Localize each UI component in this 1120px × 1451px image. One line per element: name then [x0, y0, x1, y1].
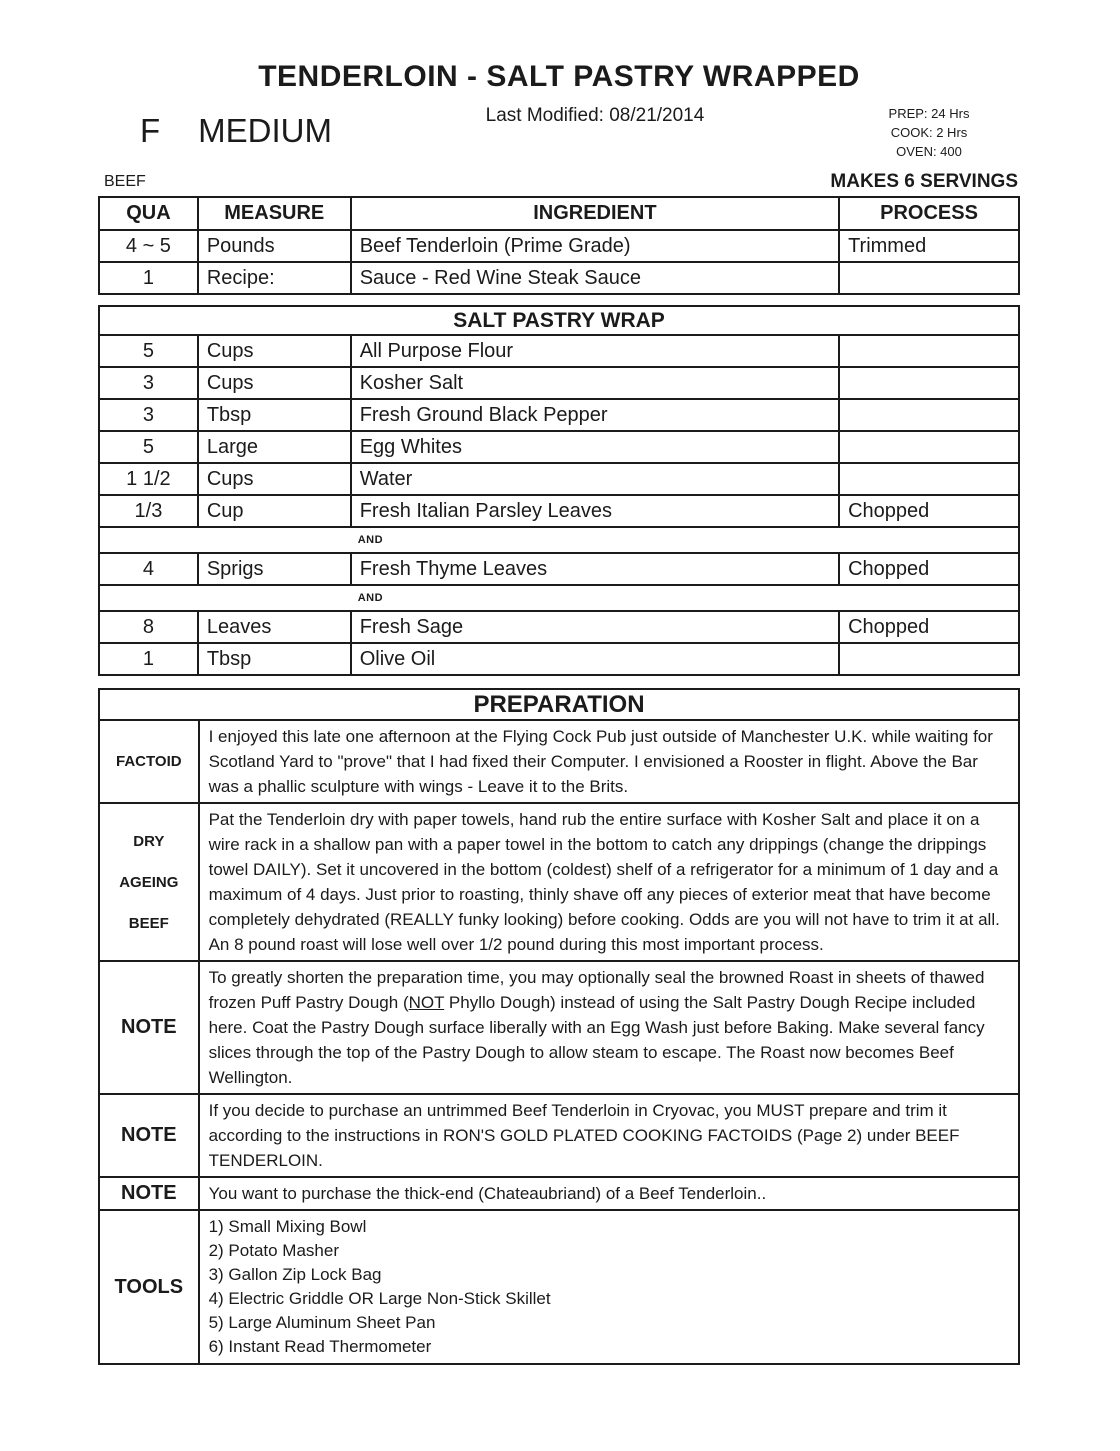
note-row: [100, 960, 1018, 1093]
table-row: [100, 398, 1018, 430]
header-cell-process: PROCESS: [838, 198, 1018, 229]
grade-row: [140, 112, 332, 150]
cell-qua: 8: [142, 615, 154, 638]
cell-qua: 1/3: [134, 499, 163, 522]
row-label: TOOLS: [100, 1211, 200, 1363]
cell-qua: 4 ~ 5: [125, 234, 171, 257]
row-text: You want to purchase the thick-end (Chateaubriand) of a Beef Tenderloin..: [208, 1184, 767, 1203]
cell-qua: 5: [142, 435, 154, 458]
header-cell-qua: QUA: [126, 202, 171, 224]
tool-line: 2) Potato Masher: [208, 1241, 339, 1260]
cell-ingredient: Fresh Italian Parsley Leaves: [350, 496, 838, 526]
table-row: [100, 261, 1018, 293]
cell-qua: 3: [142, 371, 154, 394]
oven-temp: OVEN: 400: [896, 144, 962, 159]
factoid-row: [100, 721, 1018, 802]
cell-process: [838, 263, 1018, 293]
cell-measure: Recipe:: [197, 263, 350, 293]
row-text: [200, 962, 1018, 1093]
table-row: [100, 494, 1018, 526]
tool-line: 6) Instant Read Thermometer: [208, 1337, 432, 1356]
dry-ageing-row: [100, 802, 1018, 960]
cell-ingredient: Egg Whites: [350, 432, 838, 462]
cell-ingredient: Sauce - Red Wine Steak Sauce: [350, 263, 838, 293]
table-row: [100, 462, 1018, 494]
cell-ingredient: Beef Tenderloin (Prime Grade): [350, 231, 838, 261]
recipe-sheet: [98, 0, 1020, 1365]
cell-measure: Cups: [197, 368, 350, 398]
cell-process: [838, 368, 1018, 398]
cell-measure: Tbsp: [197, 400, 350, 430]
cell-qua: 1 1/2: [126, 467, 171, 490]
table-header-row: [100, 198, 1018, 229]
connector-row: AND: [357, 592, 384, 604]
cell-measure: Pounds: [197, 231, 350, 261]
cell-measure: Sprigs: [197, 554, 350, 584]
cell-measure: Leaves: [197, 612, 350, 642]
cell-measure: Cups: [197, 464, 350, 494]
row-label: FACTOID: [100, 721, 200, 802]
cell-qua: 4: [142, 557, 154, 580]
servings-label: MAKES 6 SERVINGS: [830, 171, 1018, 192]
table-row: [100, 229, 1018, 261]
tool-line: 4) Electric Griddle OR Large Non-Stick Skillet: [208, 1289, 551, 1308]
cell-ingredient: Water: [350, 464, 838, 494]
last-modified: Last Modified: 08/21/2014: [485, 105, 705, 126]
row-text: If you decide to purchase an untrimmed Beef Tenderloin in Cryovac, you MUST prepare and trim it according to the instructions in RON'S GOLD PLATED COOKING FACTOIDS (Page 2) under BEEF TENDERLOIN.: [208, 1101, 960, 1170]
note-text-before: To greatly shorten the preparation time, you may optionally seal the browned Roast in sheets of thawed frozen Puff Pastry Dough (: [208, 968, 985, 1012]
row-label-line: AGEING: [119, 873, 179, 891]
cell-process: Trimmed: [838, 231, 1018, 261]
cell-measure: Cup: [197, 496, 350, 526]
cell-process: [838, 464, 1018, 494]
tools-list: [200, 1211, 1018, 1363]
cell-ingredient: Fresh Ground Black Pepper: [350, 400, 838, 430]
cook-time: COOK: 2 Hrs: [890, 125, 968, 140]
cell-process: [838, 336, 1018, 366]
row-label: NOTE: [100, 1178, 200, 1209]
cell-ingredient: Olive Oil: [350, 644, 838, 674]
tool-line: 1) Small Mixing Bowl: [208, 1217, 367, 1236]
cell-measure: Large: [197, 432, 350, 462]
table-row: [100, 430, 1018, 462]
table-row: [100, 336, 1018, 366]
section-title: SALT PASTRY WRAP: [100, 307, 1018, 336]
pastry-table: [98, 305, 1020, 676]
cell-ingredient: All Purpose Flour: [350, 336, 838, 366]
ingredients-table: [98, 196, 1020, 295]
prep-time: PREP: 24 Hrs: [888, 106, 970, 121]
header-cell-ingredient: INGREDIENT: [350, 198, 838, 229]
cell-ingredient: Fresh Sage: [350, 612, 838, 642]
table-row: [100, 552, 1018, 584]
cell-ingredient: Kosher Salt: [350, 368, 838, 398]
category-label: BEEF: [104, 173, 146, 190]
row-text: I enjoyed this late one afternoon at the Flying Cock Pub just outside of Manchester U.K. while waiting for Scotland Yard to "prove" that I had fixed their Computer. I envisioned a Rooster in flight. Above the Bar was a phallic sculpture with wings - Leave it to the Brits.: [208, 727, 993, 796]
cell-qua: 1: [142, 647, 154, 670]
cell-process: Chopped: [838, 496, 1018, 526]
timing-block: [834, 104, 1024, 161]
row-label-line: DRY: [133, 832, 165, 850]
cell-qua: 5: [142, 339, 154, 362]
cell-qua: 1: [142, 266, 154, 289]
recipe-header: [98, 0, 1020, 196]
preparation-title: PREPARATION: [100, 690, 1018, 721]
note-text-after: Phyllo Dough) instead of using the Salt Pastry Dough Recipe included here. Coat the Pastry Dough surface liberally with an Egg Wash just before Baking. Make several fancy slices through the top of the Pastry Dough to allow steam to escape. The Roast now becomes Beef Wellington.: [208, 993, 985, 1087]
cell-process: [838, 400, 1018, 430]
cell-measure: Tbsp: [197, 644, 350, 674]
row-text: Pat the Tenderloin dry with paper towels, hand rub the entire surface with Kosher Salt and place it on a wire rack in a shallow pan with a paper towel in the bottom to catch any drippings (change the drippings towel DAILY). Set it uncovered in the bottom (coldest) shelf of a refrigerator for a minimum of 1 day and a maximum of 4 days. Just prior to roasting, thinly shave off any pieces of exterior meat that have become completely dehydrated (REALLY funky looking) before cooking. Odds are you will not have to trim it at all. An 8 pound roast will lose well over 1/2 pound during this most important process.: [208, 810, 1000, 954]
header-cell-measure: MEASURE: [197, 198, 350, 229]
table-row: [100, 610, 1018, 642]
connector-row: AND: [357, 534, 384, 546]
cell-process: [838, 432, 1018, 462]
note-text-underlined: NOT: [408, 993, 445, 1012]
grade-label: F: [140, 112, 161, 149]
cell-qua: 3: [142, 403, 154, 426]
doneness-label: MEDIUM: [198, 112, 332, 149]
row-label-line: BEEF: [128, 914, 169, 932]
table-row: [100, 642, 1018, 674]
row-label: NOTE: [100, 962, 200, 1093]
cell-measure: Cups: [197, 336, 350, 366]
cell-process: Chopped: [838, 612, 1018, 642]
row-label: [100, 804, 200, 960]
preparation-table: [98, 688, 1020, 1365]
note-row: [100, 1093, 1018, 1176]
tools-row: [100, 1209, 1018, 1363]
tool-line: 3) Gallon Zip Lock Bag: [208, 1265, 382, 1284]
row-label: NOTE: [100, 1095, 200, 1176]
cell-ingredient: Fresh Thyme Leaves: [350, 554, 838, 584]
cell-process: [838, 644, 1018, 674]
note-row: [100, 1176, 1018, 1209]
page-title: TENDERLOIN - SALT PASTRY WRAPPED: [258, 60, 860, 93]
cell-process: Chopped: [838, 554, 1018, 584]
tool-line: 5) Large Aluminum Sheet Pan: [208, 1313, 436, 1332]
table-row: [100, 366, 1018, 398]
